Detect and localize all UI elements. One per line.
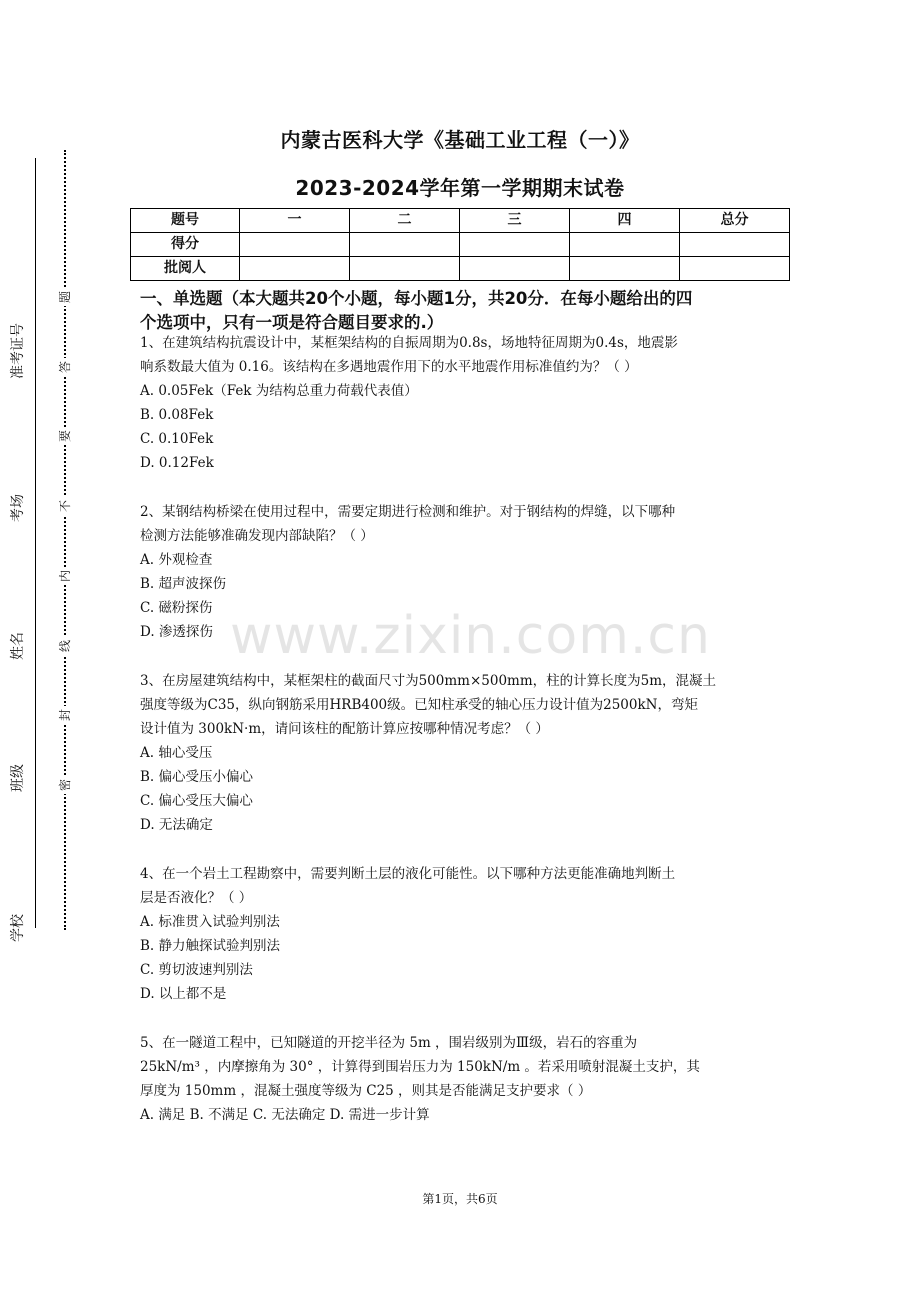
score-table-header: 四: [570, 209, 680, 233]
seal-dotted-line: [64, 150, 66, 930]
watermark: www.zixin.com.cn: [230, 606, 711, 666]
option-b: B. 0.08Fek: [140, 407, 214, 423]
seal-char: 答: [56, 358, 74, 376]
question-stem: 层是否液化？（ ）: [140, 890, 253, 906]
question-stem: 设计值为 300kN·m，请问该柱的配筋计算应按哪种情况考虑？（ ）: [140, 721, 549, 737]
seal-char: 要: [56, 427, 74, 445]
option-d: D. 0.12Fek: [140, 455, 214, 471]
option-a: A. 0.05Fek（Fek 为结构总重力荷载代表值）: [140, 383, 418, 399]
question-stem: 5、在一隧道工程中，已知隧道的开挖半径为 5m ，围岩级别为Ⅲ级，岩石的容重为: [140, 1035, 638, 1051]
options-inline: A. 满足 B. 不满足 C. 无法确定 D. 需进一步计算: [140, 1107, 430, 1123]
exam-id-label: 准考证号: [10, 323, 26, 379]
option-a: A. 轴心受压: [140, 745, 213, 761]
school-label: 学校: [10, 914, 26, 942]
score-cell: [240, 233, 350, 257]
score-cell: [680, 233, 790, 257]
score-table-header: 一: [240, 209, 350, 233]
option-a: A. 标准贯入试验判别法: [140, 914, 280, 930]
option-b: B. 静力触探试验判别法: [140, 938, 281, 954]
score-table: [130, 208, 790, 281]
name-label: 姓名: [10, 632, 26, 660]
question-stem: 响系数最大值为 0.16。该结构在多遇地震作用下的水平地震作用标准值约为？（ ）: [140, 359, 638, 375]
question-5: [140, 1031, 790, 1127]
score-table-header: 总分: [680, 209, 790, 233]
option-d: D. 无法确定: [140, 817, 213, 833]
seal-char: 不: [56, 497, 74, 515]
score-table-header: 三: [460, 209, 570, 233]
option-c: C. 磁粉探伤: [140, 600, 213, 616]
option-c: C. 剪切波速判别法: [140, 962, 253, 978]
section-heading-line: 一、单选题（本大题共20个小题，每小题1分，共20分．在每小题给出的四: [140, 289, 693, 308]
question-stem: 检测方法能够准确发现内部缺陷？（ ）: [140, 528, 374, 544]
section-heading: [140, 287, 800, 335]
question-4: [140, 862, 790, 1006]
seal-char: 内: [56, 567, 74, 585]
class-label: 班级: [10, 764, 26, 792]
score-row-label: 得分: [131, 233, 240, 257]
score-cell: [570, 233, 680, 257]
grader-cell: [460, 257, 570, 281]
question-stem: 1、在建筑结构抗震设计中，某框架结构的自振周期为0.8s，场地特征周期为0.4s，地震影: [140, 335, 678, 351]
exam-title: 内蒙古医科大学《基础工业工程（一）》: [280, 128, 640, 152]
exam-room-label: 考场: [10, 494, 26, 522]
option-b: B. 超声波探伤: [140, 576, 227, 592]
question-stem: 4、在一个岩土工程勘察中，需要判断土层的液化可能性。以下哪种方法更能准确地判断土: [140, 866, 676, 882]
grader-row-label: 批阅人: [131, 257, 240, 281]
grader-cell: [680, 257, 790, 281]
exam-subtitle: 2023-2024学年第一学期期末试卷: [295, 176, 625, 200]
grader-cell: [350, 257, 460, 281]
question-2: [140, 500, 790, 644]
grader-cell: [240, 257, 350, 281]
score-table-header: 二: [350, 209, 460, 233]
option-d: D. 渗透探伤: [140, 624, 213, 640]
grader-cell: [570, 257, 680, 281]
section-heading-line: 个选项中，只有一项是符合题目要求的.）: [140, 313, 444, 332]
seal-char: 题: [56, 288, 74, 306]
question-1: [140, 331, 790, 475]
seal-char: 线: [56, 637, 74, 655]
seal-char: 封: [56, 706, 74, 724]
option-c: C. 偏心受压大偏心: [140, 793, 253, 809]
score-row: [131, 233, 790, 257]
question-stem: 强度等级为C35，纵向钢筋采用HRB400级。已知柱承受的轴心压力设计值为2500kN，弯矩: [140, 697, 698, 713]
question-stem: 3、在房屋建筑结构中，某框架柱的截面尺寸为500mm×500mm，柱的计算长度为5m，混凝土: [140, 673, 717, 689]
option-d: D. 以上都不是: [140, 986, 227, 1002]
question-stem: 25kN/m³ ，内摩擦角为 30° ，计算得到围岩压力为 150kN/m 。若采用喷射混凝土支护，其: [140, 1059, 700, 1075]
option-b: B. 偏心受压小偏心: [140, 769, 254, 785]
score-table-header: 题号: [131, 209, 240, 233]
grader-row: [131, 257, 790, 281]
question-stem: 2、某钢结构桥梁在使用过程中，需要定期进行检测和维护。对于钢结构的焊缝，以下哪种: [140, 504, 676, 520]
question-stem: 厚度为 150mm ，混凝土强度等级为 C25 ，则其是否能满足支护要求（ ）: [140, 1083, 592, 1099]
option-c: C. 0.10Fek: [140, 431, 214, 447]
score-cell: [460, 233, 570, 257]
page-footer: 第1页，共6页: [422, 1192, 498, 1206]
binding-line: [35, 158, 36, 928]
score-cell: [350, 233, 460, 257]
option-a: A. 外观检查: [140, 552, 213, 568]
question-3: [140, 669, 790, 837]
seal-char: 密: [56, 776, 74, 794]
